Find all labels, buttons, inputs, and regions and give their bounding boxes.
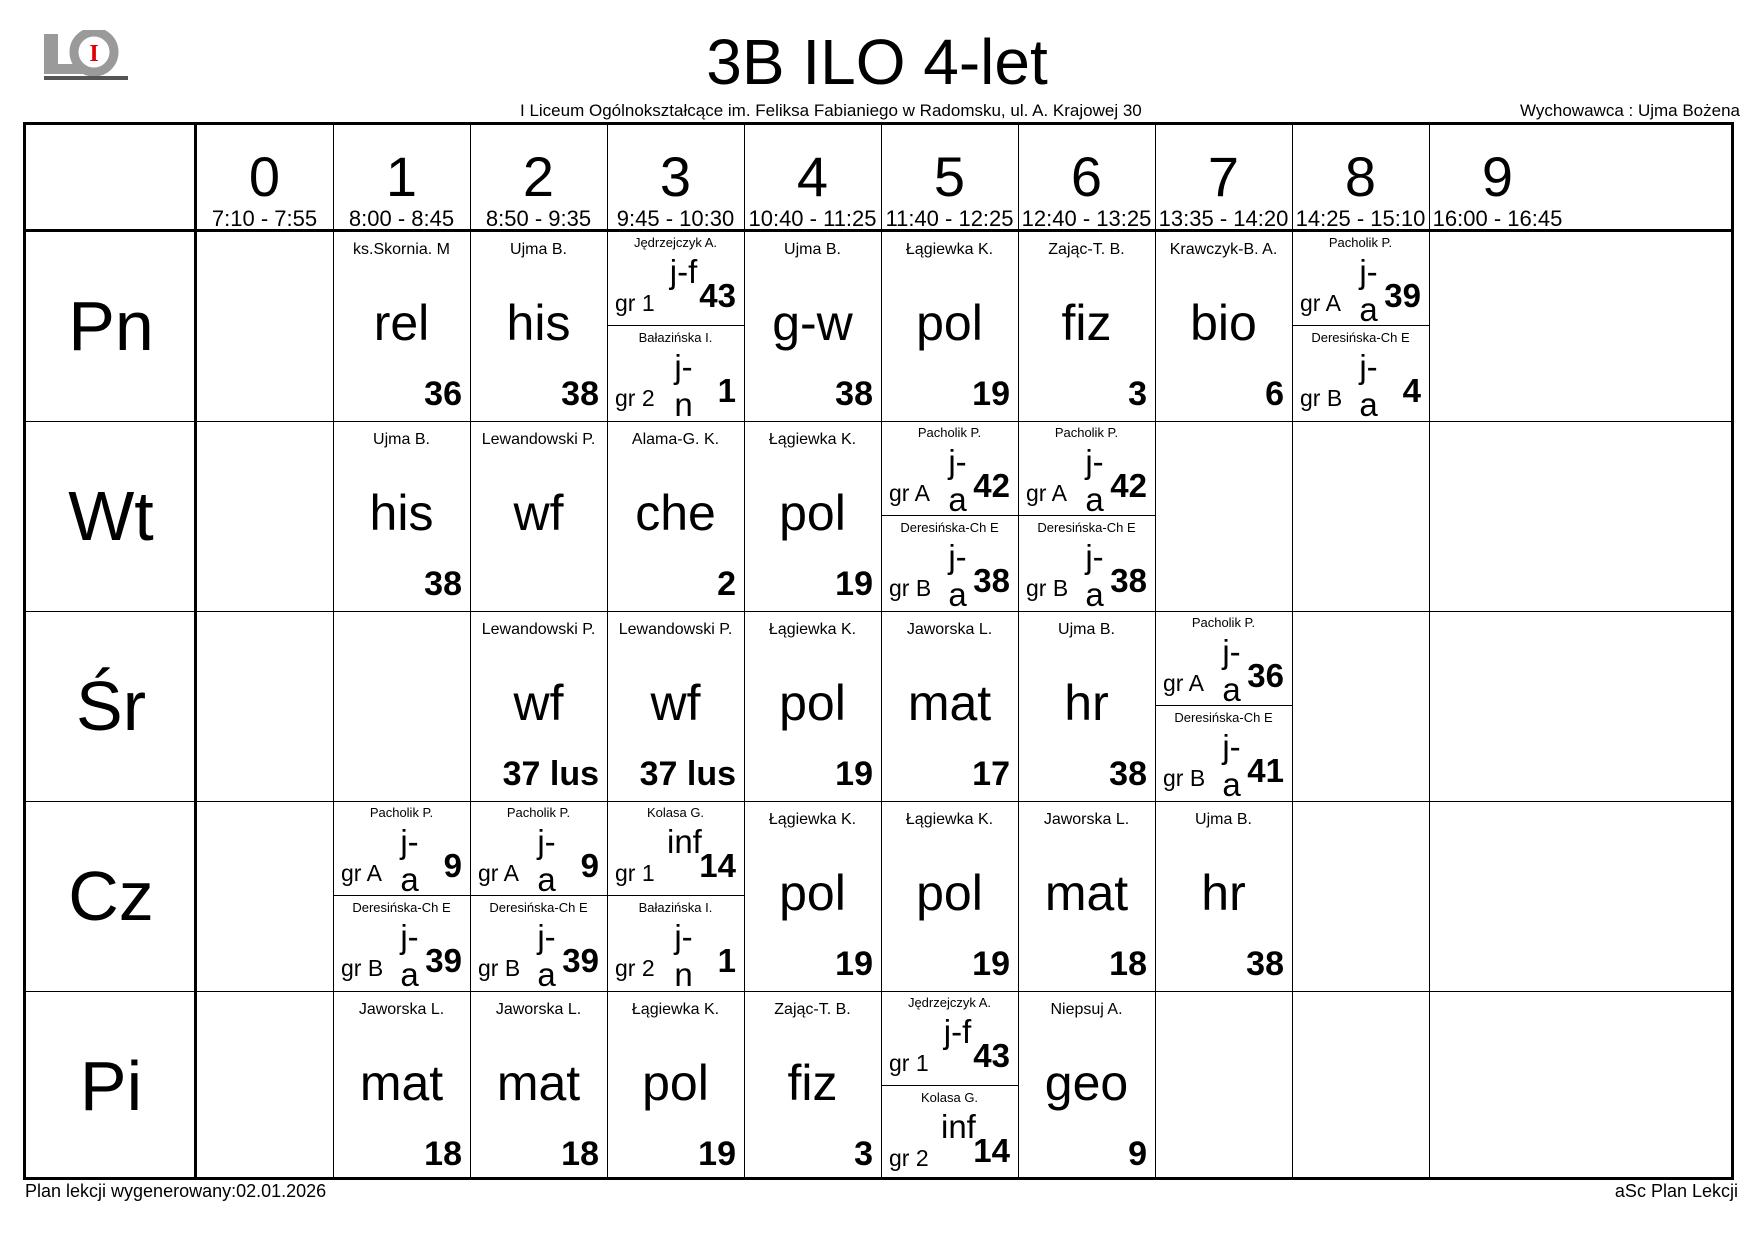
teacher-name: Jaworska L.: [1043, 811, 1130, 828]
teacher-name: Lewandowski P.: [618, 621, 733, 638]
teacher-name: Ujma B.: [784, 241, 841, 258]
period-time: 8:50 - 9:35: [485, 206, 592, 231]
teacher-name: Deresińska-Ch E: [1037, 520, 1136, 535]
group-label: gr 2: [889, 1145, 929, 1171]
subject-name: hr: [1064, 675, 1109, 731]
room-number: 38: [1246, 945, 1284, 983]
lesson-cell: [881, 991, 1018, 1181]
lesson-cell: [333, 991, 470, 1181]
subject-name: j-a: [537, 823, 556, 898]
subject-name: j-a: [1222, 633, 1241, 708]
teacher-name: Bałazińska I.: [638, 900, 713, 915]
lesson-cell: [607, 231, 744, 421]
period-number: 4: [796, 145, 829, 208]
subject-name: j-a: [948, 538, 967, 613]
period-number: 7: [1207, 145, 1240, 208]
teacher-name: Ujma B.: [1058, 621, 1115, 638]
room-number: 38: [1110, 562, 1147, 599]
group-lesson: [470, 896, 607, 993]
lesson-cell: [333, 231, 470, 421]
period-time: 11:40 - 12:25: [885, 206, 1014, 231]
group-label: gr B: [1163, 765, 1206, 791]
lesson-cell: [881, 801, 1018, 991]
group-lesson: [1292, 326, 1429, 423]
room-number: 39: [562, 942, 599, 979]
teacher-name: Deresińska-Ch E: [1174, 710, 1273, 725]
room-number: 14: [699, 847, 736, 884]
lesson-cell: [607, 991, 744, 1181]
period-number: 1: [385, 145, 418, 208]
subject-name: pol: [779, 865, 846, 921]
subject-name: geo: [1044, 1055, 1129, 1111]
room-number: 18: [424, 1135, 462, 1173]
subject-name: pol: [642, 1055, 709, 1111]
teacher-name: Ujma B.: [1195, 811, 1252, 828]
room-number: 14: [973, 1132, 1010, 1169]
room-number: 4: [1402, 372, 1421, 409]
lesson-cell: [1018, 801, 1155, 991]
group-lesson: [881, 1086, 1018, 1180]
subject-name: pol: [916, 865, 983, 921]
teacher-name: ks.Skornia. M: [353, 241, 450, 258]
subject-name: wf: [650, 675, 701, 731]
subject-name: j-a: [1359, 253, 1378, 328]
room-number: 38: [835, 375, 873, 413]
subject-name: his: [369, 485, 434, 541]
room-number: 43: [699, 277, 736, 314]
room-number: 37 lus: [639, 755, 736, 793]
room-number: 17: [972, 755, 1010, 793]
subject-name: inf: [941, 1108, 976, 1145]
room-number: 19: [835, 755, 873, 793]
teacher-name: Pacholik P.: [1328, 235, 1393, 250]
room-number: 19: [698, 1135, 736, 1173]
lesson-cell: [1018, 231, 1155, 421]
period-number: 9: [1481, 145, 1514, 208]
teacher-name: Lewandowski P.: [481, 621, 596, 638]
room-number: 43: [973, 1037, 1010, 1074]
room-number: 9: [580, 847, 599, 884]
group-label: gr A: [1026, 480, 1067, 506]
period-time: 8:00 - 8:45: [348, 206, 455, 231]
page-title: 3B ILO 4-let: [706, 26, 1048, 98]
lesson-cell: [744, 611, 881, 801]
subject-name: bio: [1190, 295, 1257, 351]
group-label: gr B: [1300, 385, 1343, 411]
lesson-cell: [1018, 991, 1155, 1181]
lesson-cell: [333, 801, 470, 991]
group-lesson: [1018, 516, 1155, 613]
teacher-name: Pacholik P.: [1191, 615, 1256, 630]
room-number: 36: [1247, 657, 1284, 694]
teacher-name: Pacholik P.: [917, 425, 982, 440]
room-number: 19: [972, 375, 1010, 413]
subject-name: pol: [779, 485, 846, 541]
subject-name: j-a: [400, 823, 419, 898]
room-number: 3: [854, 1135, 873, 1173]
lesson-cell: [1018, 611, 1155, 801]
group-label: gr A: [341, 860, 382, 886]
generated-date: Plan lekcji wygenerowany:02.01.2026: [25, 1181, 327, 1201]
group-label: gr 1: [615, 290, 655, 316]
lesson-cell: [470, 611, 607, 801]
group-label: gr B: [478, 955, 521, 981]
subject-name: j-f: [669, 253, 698, 290]
subject-name: wf: [513, 675, 564, 731]
subject-name: j-a: [1085, 538, 1104, 613]
period-header-7: [1155, 125, 1292, 231]
lesson-cell: [881, 611, 1018, 801]
group-lesson: [333, 896, 470, 993]
subject-name: inf: [667, 823, 702, 860]
teacher-name: Jędrzejczyk A.: [633, 235, 718, 250]
subject-name: fiz: [787, 1055, 838, 1111]
room-number: 1: [717, 942, 736, 979]
lesson-cell: [744, 421, 881, 611]
room-number: 38: [561, 375, 599, 413]
lesson-cell: [744, 991, 881, 1181]
group-label: gr B: [341, 955, 384, 981]
subject-name: j-a: [1222, 728, 1241, 803]
teacher-name: Pacholik P.: [1054, 425, 1119, 440]
group-label: gr A: [1300, 290, 1341, 316]
subject-name: j-a: [1359, 348, 1378, 423]
day-label: Śr: [76, 667, 146, 745]
timetable-grid: [23, 122, 1734, 1180]
teacher-name: Jaworska L.: [906, 621, 993, 638]
room-number: 9: [443, 847, 462, 884]
group-label: gr B: [1026, 575, 1069, 601]
room-number: 19: [835, 565, 873, 603]
room-number: 2: [717, 565, 736, 603]
group-lesson: [607, 896, 744, 993]
lesson-cell: [470, 991, 607, 1181]
teacher-name: Jaworska L.: [358, 1001, 445, 1018]
room-number: 36: [424, 375, 462, 413]
period-header-8: [1292, 125, 1429, 231]
period-number: 8: [1344, 145, 1377, 208]
room-number: 39: [1384, 277, 1421, 314]
teacher-name: Alama-G. K.: [631, 431, 720, 448]
lesson-cell: [1018, 421, 1155, 611]
teacher-name: Łągiewka K.: [905, 241, 994, 258]
teacher-name: Pacholik P.: [369, 805, 434, 820]
subject-name: j-n: [674, 348, 693, 423]
group-label: gr 1: [889, 1050, 929, 1076]
room-number: 42: [973, 467, 1010, 504]
subject-name: mat: [359, 1055, 444, 1111]
period-number: 3: [659, 145, 692, 208]
teacher-name: Łągiewka K.: [768, 621, 857, 638]
period-header-0: [196, 125, 333, 231]
teacher-name: Deresińska-Ch E: [900, 520, 999, 535]
period-header-2: [470, 125, 607, 231]
period-time: 13:35 - 14:20: [1158, 206, 1289, 231]
period-time: 12:40 - 13:25: [1021, 206, 1152, 231]
subject-name: hr: [1201, 865, 1246, 921]
subject-name: mat: [496, 1055, 581, 1111]
lesson-cell: [607, 801, 744, 991]
teacher-name: Ujma B.: [510, 241, 567, 258]
lesson-cell: [470, 421, 607, 611]
lesson-cell: [744, 801, 881, 991]
teacher-name: Ujma B.: [373, 431, 430, 448]
group-lesson: [470, 801, 607, 896]
generator-name: aSc Plan Lekcji: [1614, 1181, 1738, 1201]
subject-name: g-w: [772, 295, 853, 351]
teacher-name: Zając-T. B.: [774, 1001, 851, 1018]
teacher-name: Krawczyk-B. A.: [1169, 241, 1278, 258]
lesson-cell: [470, 231, 607, 421]
group-lesson: [1018, 421, 1155, 516]
period-header-6: [1018, 125, 1155, 231]
group-lesson: [881, 991, 1018, 1086]
subject-name: fiz: [1061, 295, 1112, 351]
group-label: gr A: [889, 480, 930, 506]
teacher-name: Deresińska-Ch E: [489, 900, 588, 915]
subject-name: j-a: [948, 443, 967, 518]
period-header-4: [744, 125, 881, 231]
group-lesson: [881, 516, 1018, 613]
lesson-cell: [744, 231, 881, 421]
room-number: 39: [425, 942, 462, 979]
lesson-cell: [1155, 801, 1292, 991]
teacher-name: Kolasa G.: [920, 1090, 979, 1105]
group-label: gr 2: [615, 385, 655, 411]
teacher-name: Zając-T. B.: [1048, 241, 1125, 258]
group-label: gr A: [1163, 670, 1204, 696]
period-header-5: [881, 125, 1018, 231]
teacher-name: Łągiewka K.: [905, 811, 994, 828]
teacher-name: Jędrzejczyk A.: [907, 995, 992, 1010]
group-lesson: [1292, 231, 1429, 326]
period-number: 5: [933, 145, 966, 208]
teacher-name: Jaworska L.: [495, 1001, 582, 1018]
lesson-cell: [607, 421, 744, 611]
period-number: 2: [522, 145, 555, 208]
subject-name: j-f: [943, 1013, 972, 1050]
room-number: 38: [1109, 755, 1147, 793]
day-label: Wt: [68, 477, 154, 555]
lesson-cell: [881, 231, 1018, 421]
room-number: 1: [717, 372, 736, 409]
lesson-cell: [607, 611, 744, 801]
room-number: 37 lus: [502, 755, 599, 793]
subject-name: pol: [916, 295, 983, 351]
group-label: gr 1: [615, 860, 655, 886]
subject-name: his: [506, 295, 571, 351]
period-number: 6: [1070, 145, 1103, 208]
teacher-name: Łągiewka K.: [768, 431, 857, 448]
subject-name: rel: [373, 295, 430, 351]
subject-name: j-a: [537, 918, 556, 993]
group-lesson: [607, 801, 744, 896]
room-number: 19: [835, 945, 873, 983]
school-name: I Liceum Ogólnokształcące im. Feliksa Fabianiego w Radomsku, ul. A. Krajowej 30: [520, 101, 1142, 120]
lesson-cell: [470, 801, 607, 991]
lesson-cell: [1155, 611, 1292, 801]
group-lesson: [607, 326, 744, 423]
room-number: 9: [1128, 1135, 1147, 1173]
subject-name: che: [635, 485, 716, 541]
subject-name: mat: [907, 675, 992, 731]
subject-name: wf: [513, 485, 564, 541]
day-label: Pi: [79, 1047, 143, 1125]
teacher-name: Deresińska-Ch E: [352, 900, 451, 915]
svg-text:I: I: [89, 41, 99, 67]
group-lesson: [1155, 611, 1292, 706]
subject-name: j-n: [674, 918, 693, 993]
period-time: 9:45 - 10:30: [616, 206, 735, 231]
subject-name: j-a: [1085, 443, 1104, 518]
lesson-cell: [881, 421, 1018, 611]
period-header-3: [607, 125, 744, 231]
period-header-9: [1429, 125, 1566, 231]
column-divider: [1429, 125, 1430, 1177]
subject-name: pol: [779, 675, 846, 731]
teacher-name: Niepsuj A.: [1050, 1001, 1123, 1018]
group-label: gr B: [889, 575, 932, 601]
subject-name: j-a: [400, 918, 419, 993]
room-number: 38: [973, 562, 1010, 599]
group-lesson: [1155, 706, 1292, 803]
period-number: 0: [248, 145, 281, 208]
room-number: 38: [424, 565, 462, 603]
day-label: Pn: [68, 287, 154, 365]
group-label: gr A: [478, 860, 519, 886]
lesson-cell: [1155, 231, 1292, 421]
period-time: 14:25 - 15:10: [1295, 206, 1426, 231]
day-label: Cz: [68, 857, 154, 935]
room-number: 6: [1265, 375, 1284, 413]
teacher-name: Łągiewka K.: [631, 1001, 720, 1018]
period-time: 7:10 - 7:55: [211, 206, 318, 231]
teacher-name: Deresińska-Ch E: [1311, 330, 1410, 345]
group-lesson: [333, 801, 470, 896]
subject-name: mat: [1044, 865, 1129, 921]
room-number: 3: [1128, 375, 1147, 413]
teacher-name: Bałazińska I.: [638, 330, 713, 345]
room-number: 42: [1110, 467, 1147, 504]
room-number: 18: [1109, 945, 1147, 983]
group-lesson: [881, 421, 1018, 516]
room-number: 19: [972, 945, 1010, 983]
group-lesson: [607, 231, 744, 326]
lesson-cell: [1292, 231, 1429, 421]
period-time: 16:00 - 16:45: [1432, 206, 1563, 231]
teacher-name: Lewandowski P.: [481, 431, 596, 448]
lesson-cell: [333, 421, 470, 611]
room-number: 18: [561, 1135, 599, 1173]
teacher-name: Kolasa G.: [646, 805, 705, 820]
room-number: 41: [1247, 752, 1284, 789]
class-tutor: Wychowawca : Ujma Bożena: [1520, 101, 1740, 120]
period-time: 10:40 - 11:25: [748, 206, 877, 231]
teacher-name: Pacholik P.: [506, 805, 571, 820]
period-header-1: [333, 125, 470, 231]
group-label: gr 2: [615, 955, 655, 981]
teacher-name: Łągiewka K.: [768, 811, 857, 828]
